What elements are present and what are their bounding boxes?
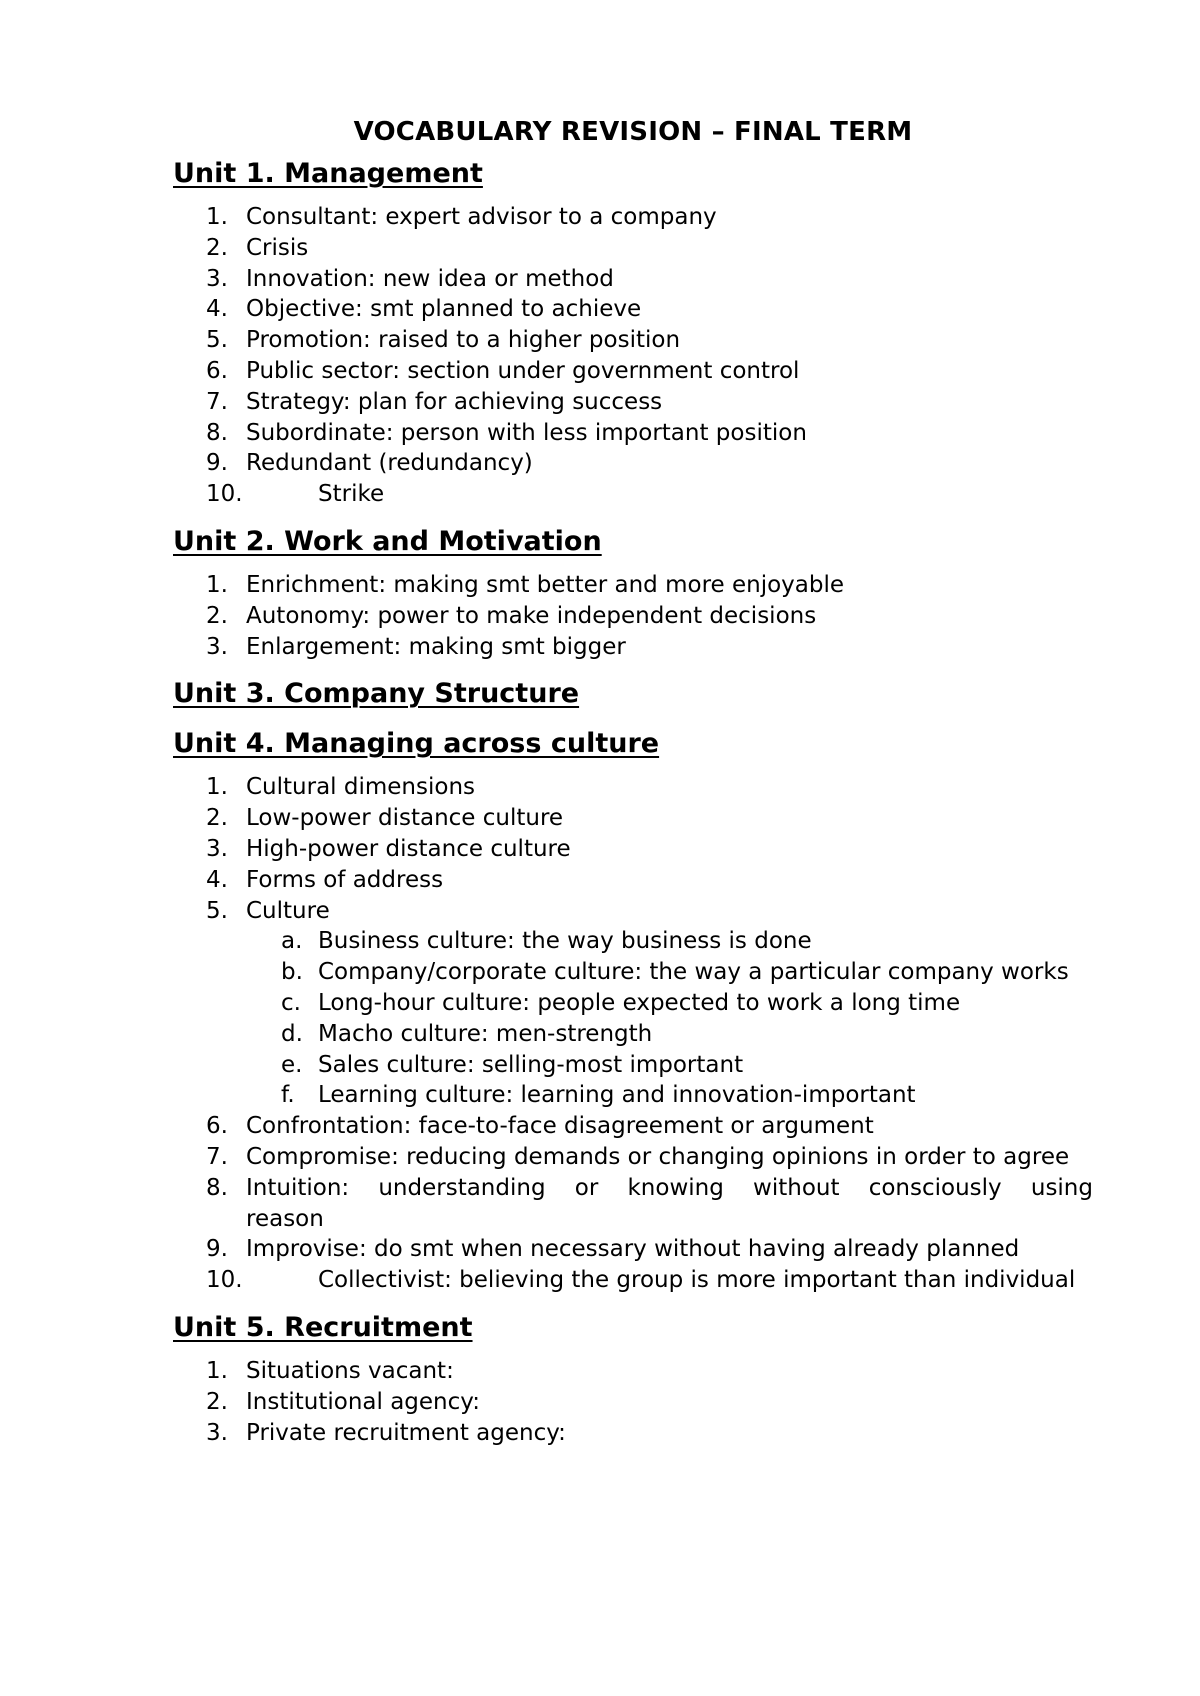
- list-item: 7. Strategy: plan for achieving success: [206, 388, 663, 415]
- list-item: 2. Crisis: [206, 234, 309, 261]
- unit-2-section: [173, 524, 1093, 662]
- sub-list-item: f. Learning culture: learning and innovation-important: [281, 1082, 916, 1109]
- list-item: 6. Confrontation: face-to-face disagreement or argument: [206, 1113, 874, 1140]
- list-item: 10. Collectivist: believing the group is more important than individual: [206, 1267, 1076, 1294]
- sub-list-item: b. Company/corporate culture: the way a particular company works: [281, 959, 1069, 986]
- unit-2-list: [173, 570, 1093, 662]
- sub-list-item: d. Macho culture: men-strength: [281, 1020, 653, 1047]
- list-item: 1. Consultant: expert advisor to a company: [206, 204, 717, 230]
- unit-heading: Unit 2. Work and Motivation: [173, 525, 602, 557]
- unit-heading: Unit 3. Company Structure: [173, 678, 580, 710]
- list-item: 4. Forms of address: [206, 866, 444, 893]
- list-item: 8. Subordinate: person with less important position: [206, 419, 807, 446]
- document-page: [173, 112, 1093, 1462]
- unit-4-section: [173, 726, 1093, 1296]
- list-item: 3. Enlargement: making smt bigger: [206, 633, 626, 660]
- list-item: 9. Improvise: do smt when necessary without having already planned: [206, 1236, 1020, 1263]
- list-item: 1. Enrichment: making smt better and more enjoyable: [206, 571, 845, 598]
- list-item: 4. Objective: smt planned to achieve: [206, 296, 642, 323]
- unit-3-section: [173, 676, 1093, 712]
- list-item: 3. Innovation: new idea or method: [206, 265, 614, 292]
- list-item: 6. Public sector: section under government control: [206, 357, 800, 384]
- list-item: 2. Autonomy: power to make independent decisions: [206, 602, 817, 629]
- unit-1-list: [173, 202, 1093, 510]
- list-item: 9. Redundant (redundancy): [206, 450, 533, 477]
- list-item: 7. Compromise: reducing demands or changing opinions in order to agree: [206, 1143, 1070, 1170]
- unit-5-list: [173, 1356, 1093, 1448]
- unit-5-section: [173, 1310, 1093, 1448]
- document-title: VOCABULARY REVISION – FINAL TERM: [353, 117, 913, 147]
- list-item: 1. Situations vacant:: [206, 1357, 454, 1384]
- list-item: 8. Intuition: understanding or knowing without consciously using reason: [206, 1174, 1093, 1232]
- culture-sublist: [173, 926, 1093, 1111]
- list-item: 2. Low-power distance culture: [206, 805, 564, 832]
- unit-4-list: [173, 772, 1093, 1296]
- list-item: 2. Institutional agency:: [206, 1388, 480, 1415]
- sub-list-item: c. Long-hour culture: people expected to work a long time: [281, 989, 961, 1016]
- sub-list-item: a. Business culture: the way business is done: [281, 928, 812, 955]
- list-item: 3. High-power distance culture: [206, 835, 571, 862]
- unit-heading: Unit 4. Managing across culture: [173, 728, 660, 760]
- list-item: 5. Promotion: raised to a higher position: [206, 327, 681, 354]
- unit-1-section: [173, 156, 1093, 510]
- list-item: 5. Culture a. Business culture: the way business is done b. Company/corporate culture: the way a particular company works c. Long-hour culture: people expected to work a long time d. Macho culture: men-strength e. Sales culture: selling-most important f. Learning culture: learning and innovation-important: [173, 896, 1093, 1112]
- list-item: 10. Strike: [206, 481, 385, 508]
- unit-heading: Unit 5. Recruitment: [173, 1311, 473, 1343]
- list-item: 3. Private recruitment agency:: [206, 1419, 566, 1446]
- unit-heading: Unit 1. Management: [173, 158, 483, 189]
- list-item: 1. Cultural dimensions: [206, 774, 476, 801]
- sub-list-item: e. Sales culture: selling-most important: [281, 1051, 744, 1078]
